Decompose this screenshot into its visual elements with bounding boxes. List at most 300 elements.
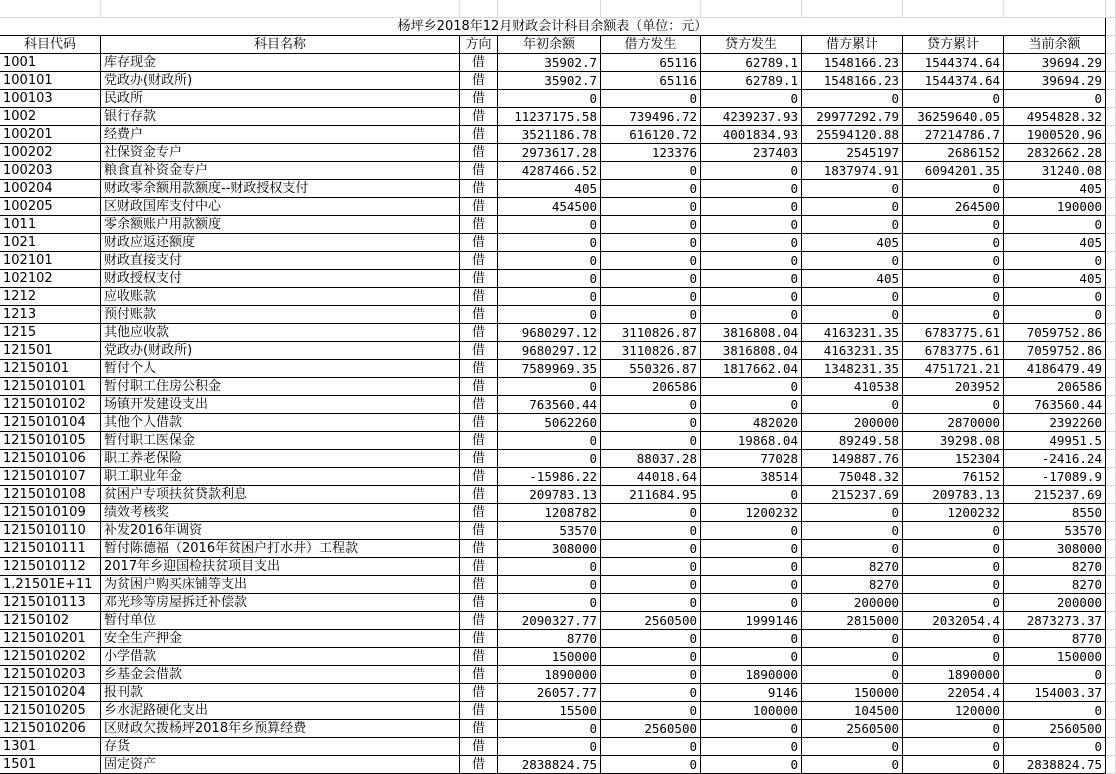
cell-debit-cumulative[interactable]: 0 <box>802 396 903 414</box>
empty-cell[interactable] <box>701 0 802 18</box>
cell-code[interactable]: 102102 <box>0 270 101 288</box>
cell-debit-amount[interactable]: 0 <box>601 648 701 666</box>
empty-cell[interactable] <box>1106 738 1116 756</box>
cell-opening-balance[interactable]: 1208782 <box>498 504 601 522</box>
cell-credit-cumulative[interactable]: 0 <box>903 756 1004 774</box>
cell-debit-cumulative[interactable]: 405 <box>802 234 903 252</box>
cell-code[interactable]: 102101 <box>0 252 101 270</box>
cell-credit-cumulative[interactable]: 0 <box>903 738 1004 756</box>
cell-name[interactable]: 贫困户专项扶贫贷款利息 <box>101 486 460 504</box>
cell-name[interactable]: 其他应收款 <box>101 324 460 342</box>
cell-debit-cumulative[interactable]: 200000 <box>802 594 903 612</box>
cell-direction[interactable]: 借 <box>460 324 498 342</box>
cell-name[interactable]: 乡水泥路硬化支出 <box>101 702 460 720</box>
cell-credit-amount[interactable]: 62789.1 <box>701 72 802 90</box>
cell-debit-cumulative[interactable]: 0 <box>802 738 903 756</box>
cell-name[interactable]: 安全生产押金 <box>101 630 460 648</box>
cell-direction[interactable]: 借 <box>460 342 498 360</box>
cell-credit-cumulative[interactable]: 2870000 <box>903 414 1004 432</box>
cell-credit-cumulative[interactable]: 0 <box>903 522 1004 540</box>
cell-direction[interactable]: 借 <box>460 504 498 522</box>
cell-credit-amount[interactable]: 9146 <box>701 684 802 702</box>
cell-opening-balance[interactable]: 2838824.75 <box>498 756 601 774</box>
cell-credit-cumulative[interactable]: 0 <box>903 252 1004 270</box>
cell-code[interactable]: 1002 <box>0 108 101 126</box>
cell-credit-cumulative[interactable]: 0 <box>903 720 1004 738</box>
cell-debit-cumulative[interactable]: 0 <box>802 90 903 108</box>
cell-direction[interactable]: 借 <box>460 558 498 576</box>
cell-credit-amount[interactable]: 0 <box>701 738 802 756</box>
cell-credit-cumulative[interactable]: 6783775.61 <box>903 342 1004 360</box>
cell-current-balance[interactable]: 49951.5 <box>1004 432 1106 450</box>
cell-direction[interactable]: 借 <box>460 468 498 486</box>
cell-code[interactable]: 1215010107 <box>0 468 101 486</box>
cell-current-balance[interactable]: -17089.9 <box>1004 468 1106 486</box>
empty-cell[interactable] <box>1106 72 1116 90</box>
cell-debit-cumulative[interactable]: 0 <box>802 198 903 216</box>
cell-credit-amount[interactable]: 0 <box>701 234 802 252</box>
cell-debit-amount[interactable]: 0 <box>601 684 701 702</box>
empty-cell[interactable] <box>1106 0 1116 18</box>
cell-credit-cumulative[interactable]: 0 <box>903 306 1004 324</box>
cell-credit-amount[interactable]: 38514 <box>701 468 802 486</box>
cell-direction[interactable]: 借 <box>460 216 498 234</box>
cell-code[interactable]: 100205 <box>0 198 101 216</box>
cell-debit-cumulative[interactable]: 0 <box>802 306 903 324</box>
empty-cell[interactable] <box>1106 324 1116 342</box>
cell-debit-amount[interactable]: 0 <box>601 234 701 252</box>
cell-credit-amount[interactable]: 482020 <box>701 414 802 432</box>
cell-credit-amount[interactable]: 0 <box>701 216 802 234</box>
cell-code[interactable]: 1215010202 <box>0 648 101 666</box>
cell-debit-amount[interactable]: 44018.64 <box>601 468 701 486</box>
cell-direction[interactable]: 借 <box>460 738 498 756</box>
cell-debit-cumulative[interactable]: 1837974.91 <box>802 162 903 180</box>
cell-code[interactable]: 1301 <box>0 738 101 756</box>
cell-opening-balance[interactable]: 35902.7 <box>498 54 601 72</box>
cell-direction[interactable]: 借 <box>460 198 498 216</box>
cell-opening-balance[interactable]: 1890000 <box>498 666 601 684</box>
cell-debit-cumulative[interactable]: 405 <box>802 270 903 288</box>
empty-cell[interactable] <box>802 0 903 18</box>
cell-debit-amount[interactable]: 0 <box>601 630 701 648</box>
empty-cell[interactable] <box>1106 756 1116 774</box>
cell-opening-balance[interactable]: 150000 <box>498 648 601 666</box>
cell-name[interactable]: 零余额账户用款额度 <box>101 216 460 234</box>
empty-cell[interactable] <box>1106 18 1116 36</box>
cell-direction[interactable]: 借 <box>460 432 498 450</box>
cell-credit-amount[interactable]: 0 <box>701 594 802 612</box>
cell-credit-amount[interactable]: 0 <box>701 756 802 774</box>
empty-cell[interactable] <box>1106 666 1116 684</box>
cell-debit-cumulative[interactable]: 25594120.88 <box>802 126 903 144</box>
empty-cell[interactable] <box>1106 360 1116 378</box>
cell-name[interactable]: 银行存款 <box>101 108 460 126</box>
cell-current-balance[interactable]: 4186479.49 <box>1004 360 1106 378</box>
empty-cell[interactable] <box>1106 216 1116 234</box>
empty-cell[interactable] <box>1106 414 1116 432</box>
cell-current-balance[interactable]: 0 <box>1004 702 1106 720</box>
cell-name[interactable]: 社保资金专户 <box>101 144 460 162</box>
empty-cell[interactable] <box>1106 162 1116 180</box>
cell-current-balance[interactable]: 0 <box>1004 666 1106 684</box>
cell-code[interactable]: 121501 <box>0 342 101 360</box>
cell-debit-amount[interactable]: 206586 <box>601 378 701 396</box>
cell-opening-balance[interactable]: 3521186.78 <box>498 126 601 144</box>
empty-cell[interactable] <box>1106 576 1116 594</box>
cell-direction[interactable]: 借 <box>460 360 498 378</box>
empty-cell[interactable] <box>1106 558 1116 576</box>
cell-debit-cumulative[interactable]: 0 <box>802 522 903 540</box>
cell-credit-cumulative[interactable]: 1200232 <box>903 504 1004 522</box>
header-opening-balance[interactable]: 年初余额 <box>498 36 601 54</box>
cell-debit-cumulative[interactable]: 1548166.23 <box>802 54 903 72</box>
cell-debit-amount[interactable]: 123376 <box>601 144 701 162</box>
cell-credit-cumulative[interactable]: 0 <box>903 90 1004 108</box>
cell-credit-amount[interactable]: 0 <box>701 306 802 324</box>
empty-cell[interactable] <box>1106 342 1116 360</box>
cell-debit-cumulative[interactable]: 2560500 <box>802 720 903 738</box>
cell-credit-cumulative[interactable]: 0 <box>903 396 1004 414</box>
cell-credit-cumulative[interactable]: 1544374.64 <box>903 72 1004 90</box>
cell-name[interactable]: 暂付个人 <box>101 360 460 378</box>
cell-code[interactable]: 100101 <box>0 72 101 90</box>
cell-credit-amount[interactable]: 1817662.04 <box>701 360 802 378</box>
cell-opening-balance[interactable]: 0 <box>498 738 601 756</box>
cell-credit-cumulative[interactable]: 2686152 <box>903 144 1004 162</box>
empty-cell[interactable] <box>1106 522 1116 540</box>
cell-code[interactable]: 1215010205 <box>0 702 101 720</box>
empty-cell[interactable] <box>1106 180 1116 198</box>
cell-credit-amount[interactable]: 0 <box>701 648 802 666</box>
cell-credit-cumulative[interactable]: 264500 <box>903 198 1004 216</box>
cell-opening-balance[interactable]: 2090327.77 <box>498 612 601 630</box>
cell-debit-cumulative[interactable]: 0 <box>802 666 903 684</box>
cell-direction[interactable]: 借 <box>460 378 498 396</box>
cell-direction[interactable]: 借 <box>460 396 498 414</box>
cell-current-balance[interactable]: 7059752.86 <box>1004 342 1106 360</box>
cell-name[interactable]: 党政办(财政所) <box>101 72 460 90</box>
cell-debit-cumulative[interactable]: 75048.32 <box>802 468 903 486</box>
cell-debit-amount[interactable]: 0 <box>601 702 701 720</box>
cell-code[interactable]: 100103 <box>0 90 101 108</box>
cell-direction[interactable]: 借 <box>460 648 498 666</box>
cell-name[interactable]: 其他个人借款 <box>101 414 460 432</box>
cell-code[interactable]: 1021 <box>0 234 101 252</box>
cell-direction[interactable]: 借 <box>460 162 498 180</box>
cell-opening-balance[interactable]: 0 <box>498 306 601 324</box>
cell-name[interactable]: 区财政欠拨杨坪2018年乡预算经费 <box>101 720 460 738</box>
cell-name[interactable]: 暂付职工医保金 <box>101 432 460 450</box>
cell-debit-amount[interactable]: 211684.95 <box>601 486 701 504</box>
cell-debit-amount[interactable]: 0 <box>601 432 701 450</box>
cell-debit-amount[interactable]: 0 <box>601 198 701 216</box>
cell-opening-balance[interactable]: 7589969.35 <box>498 360 601 378</box>
cell-credit-amount[interactable]: 0 <box>701 540 802 558</box>
cell-credit-amount[interactable]: 0 <box>701 162 802 180</box>
cell-current-balance[interactable]: 405 <box>1004 234 1106 252</box>
cell-opening-balance[interactable]: 26057.77 <box>498 684 601 702</box>
cell-code[interactable]: 1215010102 <box>0 396 101 414</box>
cell-current-balance[interactable]: 763560.44 <box>1004 396 1106 414</box>
cell-name[interactable]: 2017年乡迎国检扶贫项目支出 <box>101 558 460 576</box>
cell-name[interactable]: 绩效考核奖 <box>101 504 460 522</box>
cell-debit-amount[interactable]: 0 <box>601 558 701 576</box>
cell-name[interactable]: 职工养老保险 <box>101 450 460 468</box>
cell-current-balance[interactable]: 8770 <box>1004 630 1106 648</box>
cell-credit-cumulative[interactable]: 6094201.35 <box>903 162 1004 180</box>
cell-direction[interactable]: 借 <box>460 414 498 432</box>
cell-credit-cumulative[interactable]: 2032054.4 <box>903 612 1004 630</box>
cell-code[interactable]: 1215010104 <box>0 414 101 432</box>
cell-name[interactable]: 库存现金 <box>101 54 460 72</box>
cell-direction[interactable]: 借 <box>460 630 498 648</box>
empty-cell[interactable] <box>1106 630 1116 648</box>
cell-credit-cumulative[interactable]: 0 <box>903 648 1004 666</box>
empty-cell[interactable] <box>101 0 460 18</box>
cell-debit-amount[interactable]: 739496.72 <box>601 108 701 126</box>
cell-code[interactable]: 12150101 <box>0 360 101 378</box>
cell-opening-balance[interactable]: 0 <box>498 558 601 576</box>
cell-debit-cumulative[interactable]: 2545197 <box>802 144 903 162</box>
cell-direction[interactable]: 借 <box>460 486 498 504</box>
empty-cell[interactable] <box>0 0 101 18</box>
empty-cell[interactable] <box>1106 36 1116 54</box>
empty-cell[interactable] <box>1106 90 1116 108</box>
cell-name[interactable]: 财政零余额用款额度--财政授权支付 <box>101 180 460 198</box>
cell-debit-amount[interactable]: 0 <box>601 666 701 684</box>
cell-name[interactable]: 财政应返还额度 <box>101 234 460 252</box>
cell-code[interactable]: 1501 <box>0 756 101 774</box>
cell-credit-cumulative[interactable]: 0 <box>903 558 1004 576</box>
cell-current-balance[interactable]: 8270 <box>1004 558 1106 576</box>
cell-credit-cumulative[interactable]: 4751721.21 <box>903 360 1004 378</box>
empty-cell[interactable] <box>1106 486 1116 504</box>
cell-credit-cumulative[interactable]: 0 <box>903 594 1004 612</box>
cell-credit-cumulative[interactable]: 203952 <box>903 378 1004 396</box>
cell-name[interactable]: 暂付职工住房公积金 <box>101 378 460 396</box>
cell-debit-amount[interactable]: 0 <box>601 756 701 774</box>
empty-cell[interactable] <box>460 0 498 18</box>
empty-cell[interactable] <box>1106 450 1116 468</box>
cell-debit-cumulative[interactable]: 4163231.35 <box>802 324 903 342</box>
cell-credit-cumulative[interactable]: 0 <box>903 234 1004 252</box>
empty-cell[interactable] <box>1106 432 1116 450</box>
empty-cell[interactable] <box>1106 540 1116 558</box>
cell-name[interactable]: 财政直接支付 <box>101 252 460 270</box>
cell-debit-cumulative[interactable]: 8270 <box>802 558 903 576</box>
cell-debit-amount[interactable]: 0 <box>601 522 701 540</box>
cell-credit-amount[interactable]: 62789.1 <box>701 54 802 72</box>
cell-debit-cumulative[interactable]: 4163231.35 <box>802 342 903 360</box>
cell-direction[interactable]: 借 <box>460 72 498 90</box>
cell-current-balance[interactable]: 200000 <box>1004 594 1106 612</box>
cell-debit-amount[interactable]: 0 <box>601 216 701 234</box>
cell-current-balance[interactable]: 2873273.37 <box>1004 612 1106 630</box>
cell-current-balance[interactable]: 405 <box>1004 180 1106 198</box>
cell-credit-cumulative[interactable]: 0 <box>903 288 1004 306</box>
empty-cell[interactable] <box>1106 126 1116 144</box>
cell-debit-cumulative[interactable]: 89249.58 <box>802 432 903 450</box>
empty-cell[interactable] <box>1106 288 1116 306</box>
cell-debit-amount[interactable]: 0 <box>601 180 701 198</box>
cell-opening-balance[interactable]: 0 <box>498 594 601 612</box>
cell-name[interactable]: 区财政国库支付中心 <box>101 198 460 216</box>
cell-credit-cumulative[interactable]: 27214786.7 <box>903 126 1004 144</box>
cell-debit-amount[interactable]: 0 <box>601 396 701 414</box>
header-direction[interactable]: 方向 <box>460 36 498 54</box>
cell-credit-cumulative[interactable]: 1890000 <box>903 666 1004 684</box>
cell-opening-balance[interactable]: 209783.13 <box>498 486 601 504</box>
cell-credit-amount[interactable]: 0 <box>701 576 802 594</box>
cell-name[interactable]: 党政办(财政所) <box>101 342 460 360</box>
cell-name[interactable]: 小学借款 <box>101 648 460 666</box>
cell-credit-cumulative[interactable]: 6783775.61 <box>903 324 1004 342</box>
cell-current-balance[interactable]: -2416.24 <box>1004 450 1106 468</box>
cell-debit-amount[interactable]: 0 <box>601 288 701 306</box>
cell-opening-balance[interactable]: 0 <box>498 90 601 108</box>
cell-code[interactable]: 1215010109 <box>0 504 101 522</box>
cell-direction[interactable]: 借 <box>460 666 498 684</box>
cell-credit-cumulative[interactable]: 39298.08 <box>903 432 1004 450</box>
cell-debit-amount[interactable]: 0 <box>601 414 701 432</box>
cell-direction[interactable]: 借 <box>460 270 498 288</box>
cell-debit-amount[interactable]: 0 <box>601 306 701 324</box>
cell-credit-amount[interactable]: 0 <box>701 378 802 396</box>
cell-credit-amount[interactable]: 0 <box>701 198 802 216</box>
cell-current-balance[interactable]: 8270 <box>1004 576 1106 594</box>
cell-code[interactable]: 1.21501E+11 <box>0 576 101 594</box>
cell-name[interactable]: 补发2016年调资 <box>101 522 460 540</box>
cell-debit-cumulative[interactable]: 0 <box>802 540 903 558</box>
cell-direction[interactable]: 借 <box>460 288 498 306</box>
empty-cell[interactable] <box>1106 252 1116 270</box>
cell-debit-amount[interactable]: 65116 <box>601 54 701 72</box>
empty-cell[interactable] <box>1106 144 1116 162</box>
cell-code[interactable]: 1215 <box>0 324 101 342</box>
cell-name[interactable]: 报刊款 <box>101 684 460 702</box>
cell-opening-balance[interactable]: 9680297.12 <box>498 324 601 342</box>
cell-current-balance[interactable]: 53570 <box>1004 522 1106 540</box>
empty-cell[interactable] <box>1106 594 1116 612</box>
cell-debit-amount[interactable]: 550326.87 <box>601 360 701 378</box>
cell-credit-amount[interactable]: 0 <box>701 180 802 198</box>
cell-code[interactable]: 1215010206 <box>0 720 101 738</box>
cell-direction[interactable]: 借 <box>460 522 498 540</box>
empty-cell[interactable] <box>1106 54 1116 72</box>
empty-cell[interactable] <box>1106 702 1116 720</box>
cell-direction[interactable]: 借 <box>460 144 498 162</box>
cell-name[interactable]: 场镇开发建设支出 <box>101 396 460 414</box>
cell-name[interactable]: 为贫困户购买床铺等支出 <box>101 576 460 594</box>
cell-current-balance[interactable]: 154003.37 <box>1004 684 1106 702</box>
cell-current-balance[interactable]: 215237.69 <box>1004 486 1106 504</box>
empty-cell[interactable] <box>1106 468 1116 486</box>
cell-debit-cumulative[interactable]: 215237.69 <box>802 486 903 504</box>
cell-debit-cumulative[interactable]: 1348231.35 <box>802 360 903 378</box>
cell-opening-balance[interactable]: 763560.44 <box>498 396 601 414</box>
empty-cell[interactable] <box>1106 108 1116 126</box>
cell-credit-amount[interactable]: 1890000 <box>701 666 802 684</box>
cell-current-balance[interactable]: 7059752.86 <box>1004 324 1106 342</box>
cell-debit-amount[interactable]: 0 <box>601 594 701 612</box>
cell-current-balance[interactable]: 1900520.96 <box>1004 126 1106 144</box>
cell-code[interactable]: 1213 <box>0 306 101 324</box>
cell-name[interactable]: 暂付单位 <box>101 612 460 630</box>
cell-code[interactable]: 100203 <box>0 162 101 180</box>
header-code[interactable]: 科目代码 <box>0 36 101 54</box>
cell-opening-balance[interactable]: 0 <box>498 432 601 450</box>
cell-debit-cumulative[interactable]: 410538 <box>802 378 903 396</box>
cell-direction[interactable]: 借 <box>460 252 498 270</box>
header-credit-cumulative[interactable]: 贷方累计 <box>903 36 1004 54</box>
empty-cell[interactable] <box>1004 0 1106 18</box>
cell-credit-amount[interactable]: 237403 <box>701 144 802 162</box>
cell-opening-balance[interactable]: 308000 <box>498 540 601 558</box>
cell-debit-amount[interactable]: 2560500 <box>601 612 701 630</box>
cell-current-balance[interactable]: 39694.29 <box>1004 54 1106 72</box>
cell-current-balance[interactable]: 150000 <box>1004 648 1106 666</box>
cell-opening-balance[interactable]: 4287466.52 <box>498 162 601 180</box>
cell-current-balance[interactable]: 31240.08 <box>1004 162 1106 180</box>
cell-code[interactable]: 1011 <box>0 216 101 234</box>
cell-opening-balance[interactable]: 9680297.12 <box>498 342 601 360</box>
cell-credit-amount[interactable]: 4001834.93 <box>701 126 802 144</box>
cell-debit-amount[interactable]: 88037.28 <box>601 450 701 468</box>
cell-debit-amount[interactable]: 0 <box>601 90 701 108</box>
cell-direction[interactable]: 借 <box>460 702 498 720</box>
cell-credit-amount[interactable]: 0 <box>701 720 802 738</box>
cell-debit-amount[interactable]: 0 <box>601 540 701 558</box>
cell-debit-amount[interactable]: 3110826.87 <box>601 342 701 360</box>
header-current-balance[interactable]: 当前余额 <box>1004 36 1106 54</box>
cell-name[interactable]: 邓光珍等房屋拆迁补偿款 <box>101 594 460 612</box>
header-credit-amount[interactable]: 贷方发生 <box>701 36 802 54</box>
cell-credit-cumulative[interactable]: 22054.4 <box>903 684 1004 702</box>
empty-cell[interactable] <box>498 0 601 18</box>
cell-debit-cumulative[interactable]: 0 <box>802 630 903 648</box>
cell-code[interactable]: 100202 <box>0 144 101 162</box>
cell-opening-balance[interactable]: 454500 <box>498 198 601 216</box>
cell-opening-balance[interactable]: 0 <box>498 378 601 396</box>
cell-name[interactable]: 应收账款 <box>101 288 460 306</box>
cell-debit-cumulative[interactable]: 0 <box>802 216 903 234</box>
cell-name[interactable]: 暂付陈德福（2016年贫困户打水井）工程款 <box>101 540 460 558</box>
cell-code[interactable]: 1215010112 <box>0 558 101 576</box>
cell-debit-amount[interactable]: 65116 <box>601 72 701 90</box>
cell-credit-amount[interactable]: 0 <box>701 630 802 648</box>
cell-opening-balance[interactable]: 8770 <box>498 630 601 648</box>
cell-direction[interactable]: 借 <box>460 576 498 594</box>
header-name[interactable]: 科目名称 <box>101 36 460 54</box>
cell-debit-amount[interactable]: 0 <box>601 252 701 270</box>
empty-cell[interactable] <box>1106 270 1116 288</box>
cell-direction[interactable]: 借 <box>460 540 498 558</box>
cell-name[interactable]: 经费户 <box>101 126 460 144</box>
cell-name[interactable]: 乡基金会借款 <box>101 666 460 684</box>
cell-opening-balance[interactable]: 0 <box>498 576 601 594</box>
empty-cell[interactable] <box>1106 234 1116 252</box>
cell-code[interactable]: 1212 <box>0 288 101 306</box>
cell-opening-balance[interactable]: 0 <box>498 288 601 306</box>
cell-credit-amount[interactable]: 0 <box>701 252 802 270</box>
cell-debit-cumulative[interactable]: 0 <box>802 504 903 522</box>
cell-credit-cumulative[interactable]: 152304 <box>903 450 1004 468</box>
cell-name[interactable]: 预付账款 <box>101 306 460 324</box>
cell-debit-cumulative[interactable]: 200000 <box>802 414 903 432</box>
cell-credit-cumulative[interactable]: 76152 <box>903 468 1004 486</box>
empty-cell[interactable] <box>601 0 701 18</box>
